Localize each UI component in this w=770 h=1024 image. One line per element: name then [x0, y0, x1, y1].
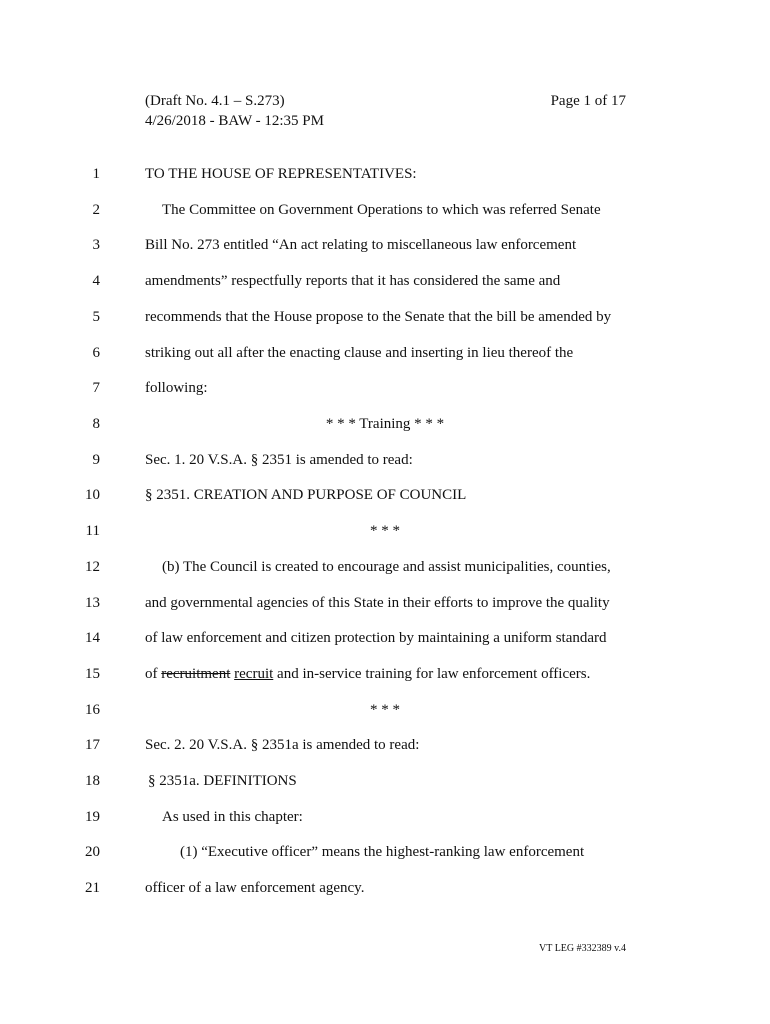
document-line: [0, 449, 770, 471]
line-text: striking out all after the enacting clause and inserting in lieu thereof the: [145, 345, 574, 361]
page-number: Page 1 of 17: [550, 93, 626, 109]
draft-date: 4/26/2018 - BAW - 12:35 PM: [145, 113, 324, 129]
line-text: Sec. 2. 20 V.S.A. § 2351a is amended to read:: [145, 737, 420, 753]
line-number: 4: [92, 273, 100, 289]
omission-marker: * * *: [370, 702, 400, 718]
document-line: [0, 734, 770, 756]
line-number: 16: [85, 702, 100, 718]
struck-text: recruitment: [161, 666, 231, 682]
document-line: [0, 163, 770, 185]
inserted-text: recruit: [234, 666, 274, 682]
document-line: [0, 592, 770, 614]
line-text: As used in this chapter:: [162, 809, 303, 825]
line-number: 15: [85, 666, 100, 682]
line-number: 12: [85, 559, 100, 575]
document-line: [0, 413, 770, 435]
line-text: Bill No. 273 entitled “An act relating to miscellaneous law enforcement: [145, 237, 577, 253]
document-line: [0, 342, 770, 364]
line-text: (b) The Council is created to encourage and assist municipalities, counties,: [162, 559, 611, 575]
line-text: (1) “Executive officer” means the highest-ranking law enforcement: [180, 844, 585, 860]
document-line: [0, 484, 770, 506]
line-number: 11: [85, 523, 100, 539]
document-line: [0, 520, 770, 542]
document-line: [0, 663, 770, 685]
line-number: 5: [92, 309, 100, 325]
line-number: 7: [92, 380, 100, 396]
document-line: [0, 377, 770, 399]
line-text: following:: [145, 380, 208, 396]
text-segment: of: [145, 666, 162, 682]
document-line: [0, 627, 770, 649]
document-line: [0, 199, 770, 221]
document-line: [0, 806, 770, 828]
line-number: 3: [92, 237, 100, 253]
line-number: 6: [92, 345, 100, 361]
line-text: officer of a law enforcement agency.: [145, 880, 365, 896]
line-number: 1: [92, 166, 100, 182]
line-text: § 2351a. DEFINITIONS: [148, 773, 297, 789]
document-line: [0, 877, 770, 899]
document-line: [0, 270, 770, 292]
line-number: 8: [92, 416, 100, 432]
document-line: [0, 234, 770, 256]
line-text: The Committee on Government Operations to which was referred Senate: [162, 202, 601, 218]
line-text: recommends that the House propose to the Senate that the bill be amended by: [145, 309, 612, 325]
line-number: 9: [92, 452, 100, 468]
line-number: 21: [85, 880, 100, 896]
line-text: amendments” respectfully reports that it has considered the same and: [145, 273, 561, 289]
document-line: [0, 770, 770, 792]
line-number: 17: [85, 737, 100, 753]
line-text: § 2351. CREATION AND PURPOSE OF COUNCIL: [145, 487, 467, 503]
document-line: [0, 699, 770, 721]
line-text: TO THE HOUSE OF REPRESENTATIVES:: [145, 166, 417, 182]
line-text: of law enforcement and citizen protection by maintaining a uniform standard: [145, 630, 607, 646]
line-number: 10: [85, 487, 100, 503]
line-text: Sec. 1. 20 V.S.A. § 2351 is amended to read:: [145, 452, 413, 468]
line-number: 13: [85, 595, 100, 611]
omission-marker: * * *: [370, 523, 400, 539]
document-line: [0, 841, 770, 863]
document-line: [0, 556, 770, 578]
line-number: 20: [85, 844, 100, 860]
line-number: 14: [85, 630, 100, 646]
section-heading: * * * Training * * *: [325, 416, 445, 432]
line-number: 18: [85, 773, 100, 789]
line-text: and governmental agencies of this State in their efforts to improve the quality: [145, 595, 610, 611]
line-text: [145, 663, 590, 685]
line-number: 19: [85, 809, 100, 825]
draft-number: (Draft No. 4.1 – S.273): [145, 93, 285, 109]
text-segment: and in-service training for law enforcement officers.: [273, 666, 591, 682]
document-footer: VT LEG #332389 v.4: [539, 943, 626, 954]
document-line: [0, 306, 770, 328]
line-number: 2: [92, 202, 100, 218]
